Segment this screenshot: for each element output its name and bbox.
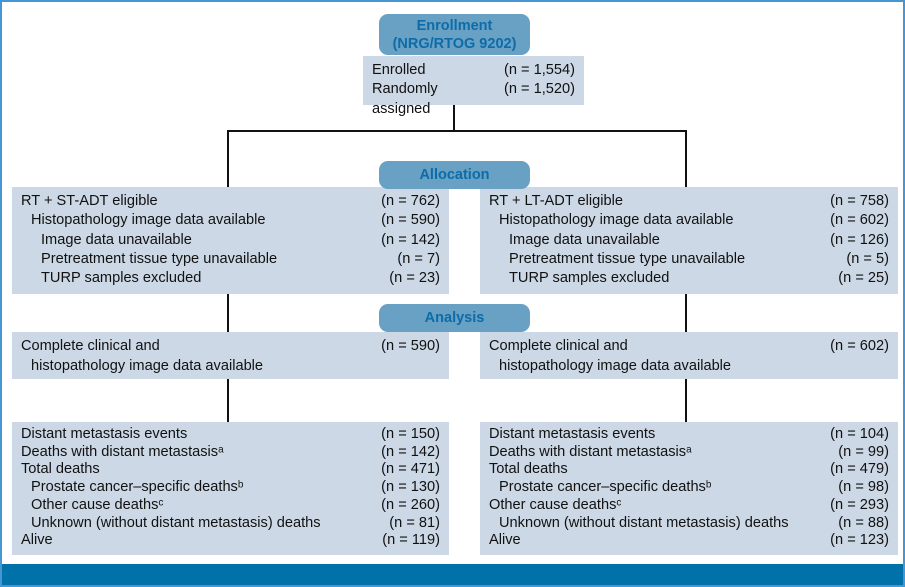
flow-row: [372, 61, 575, 80]
row-label: Unknown (without distant metastasis) deaths: [31, 514, 321, 531]
analysis-left-box: [12, 332, 449, 379]
row-label: Prostate cancer–specific deathsᵇ: [499, 479, 712, 496]
row-value: (n = 590): [381, 212, 440, 229]
row-value: (n = 130): [381, 479, 440, 496]
row-label: Enrolled: [372, 62, 426, 78]
row-label: Total deaths: [489, 461, 568, 478]
row-label: Prostate cancer–specific deathsᵇ: [31, 479, 244, 496]
row-label: Histopathology image data available: [499, 212, 734, 229]
connector-line: [227, 130, 229, 187]
outcomes-left-box: [12, 422, 449, 555]
row-value: (n = 7): [397, 250, 440, 267]
analysis-label-line1: Complete clinical and: [21, 338, 160, 354]
row-label: Other cause deathsᶜ: [31, 496, 164, 513]
row-value: (n = 1,554): [504, 62, 575, 78]
row-value: (n = 25): [838, 270, 889, 287]
row-value: (n = 142): [381, 231, 440, 248]
row-label: Unknown (without distant metastasis) deaths: [499, 514, 789, 531]
connector-line: [227, 379, 229, 422]
row-label: Distant metastasis events: [21, 426, 188, 442]
row-value: (n = 590): [381, 338, 440, 354]
flow-row: [489, 231, 889, 250]
flow-row: [21, 269, 440, 288]
row-value: (n = 142): [381, 443, 440, 460]
flow-row: [489, 211, 889, 230]
row-value: (n = 81): [389, 514, 440, 531]
flow-row: [489, 532, 889, 550]
allocation-left-box: [12, 187, 449, 294]
connector-line: [227, 294, 229, 332]
analysis-header-label: Analysis: [424, 310, 485, 326]
row-label: Distant metastasis events: [489, 426, 656, 442]
flow-row: [21, 479, 440, 497]
row-label: Histopathology image data available: [31, 212, 266, 229]
flow-row: [21, 532, 440, 550]
flow-row: [21, 250, 440, 269]
row-value: (n = 119): [382, 532, 440, 549]
row-label: Image data unavailable: [41, 231, 192, 248]
row-label: RT + LT-ADT eligible: [489, 193, 623, 209]
row-value: (n = 471): [381, 461, 440, 478]
flow-row: [489, 497, 889, 515]
enrollment-header: [379, 14, 530, 55]
flow-row: [372, 80, 575, 119]
row-value: (n = 23): [389, 270, 440, 287]
row-value: (n = 602): [830, 212, 889, 229]
row-label: Alive: [489, 532, 521, 549]
analysis-label-line1: Complete clinical and: [489, 338, 628, 354]
flow-row: [21, 461, 440, 479]
bottom-accent-bar: [2, 564, 903, 585]
row-label: TURP samples excluded: [509, 270, 670, 287]
flow-row: [21, 497, 440, 515]
row-value: (n = 123): [830, 532, 889, 549]
row-value: (n = 1,520): [504, 81, 575, 98]
row-label: Image data unavailable: [509, 231, 660, 248]
allocation-header: [379, 161, 530, 189]
flow-row: [489, 444, 889, 462]
enrollment-header-line1: Enrollment: [416, 17, 493, 34]
row-label: Pretreatment tissue type unavailable: [509, 250, 746, 267]
row-label: [21, 337, 263, 376]
row-label: Deaths with distant metastasisᵃ: [21, 443, 224, 460]
flow-row: [489, 250, 889, 269]
row-value: (n = 98): [838, 479, 889, 496]
row-value: (n = 104): [830, 426, 889, 442]
flow-row: [21, 515, 440, 533]
row-label: [489, 337, 731, 376]
row-label: Other cause deathsᶜ: [489, 496, 622, 513]
row-value: (n = 602): [830, 338, 889, 354]
flow-row: [21, 192, 440, 211]
allocation-header-label: Allocation: [419, 167, 490, 183]
row-value: (n = 126): [830, 231, 889, 248]
row-value: (n = 99): [838, 443, 889, 460]
flow-row: [489, 461, 889, 479]
flow-row: [21, 337, 440, 376]
row-value: (n = 479): [830, 461, 889, 478]
row-label: Total deaths: [21, 461, 100, 478]
enrollment-box: [363, 56, 584, 117]
analysis-label-line2: histopathology image data available: [31, 357, 264, 374]
connector-line: [685, 379, 687, 422]
row-value: (n = 88): [838, 514, 889, 531]
analysis-label-line2: histopathology image data available: [499, 357, 732, 374]
flow-row: [489, 192, 889, 211]
flow-row: [489, 337, 889, 376]
row-label: Alive: [21, 532, 53, 549]
row-value: (n = 762): [381, 193, 440, 209]
analysis-right-box: [480, 332, 898, 379]
row-label: Pretreatment tissue type unavailable: [41, 250, 278, 267]
enrollment-header-line2: (NRG/RTOG 9202): [392, 35, 517, 52]
row-value: (n = 150): [381, 426, 440, 442]
row-label: RT + ST-ADT eligible: [21, 193, 158, 209]
row-value: (n = 5): [846, 250, 889, 267]
outcomes-right-box: [480, 422, 898, 555]
row-value: (n = 260): [381, 496, 440, 513]
flow-row: [21, 444, 440, 462]
allocation-right-box: [480, 187, 898, 294]
row-label: Deaths with distant metastasisᵃ: [489, 443, 692, 460]
flow-row: [489, 515, 889, 533]
connector-line: [227, 130, 687, 132]
row-value: (n = 293): [830, 496, 889, 513]
connector-line: [685, 294, 687, 332]
analysis-header: [379, 304, 530, 332]
flow-row: [489, 479, 889, 497]
connector-line: [685, 130, 687, 187]
row-label: Randomly assigned: [372, 81, 438, 117]
flow-row: [489, 269, 889, 288]
row-value: (n = 758): [830, 193, 889, 209]
flow-row: [21, 211, 440, 230]
flow-row: [489, 426, 889, 444]
row-label: TURP samples excluded: [41, 270, 202, 287]
flow-row: [21, 426, 440, 444]
flow-row: [21, 231, 440, 250]
